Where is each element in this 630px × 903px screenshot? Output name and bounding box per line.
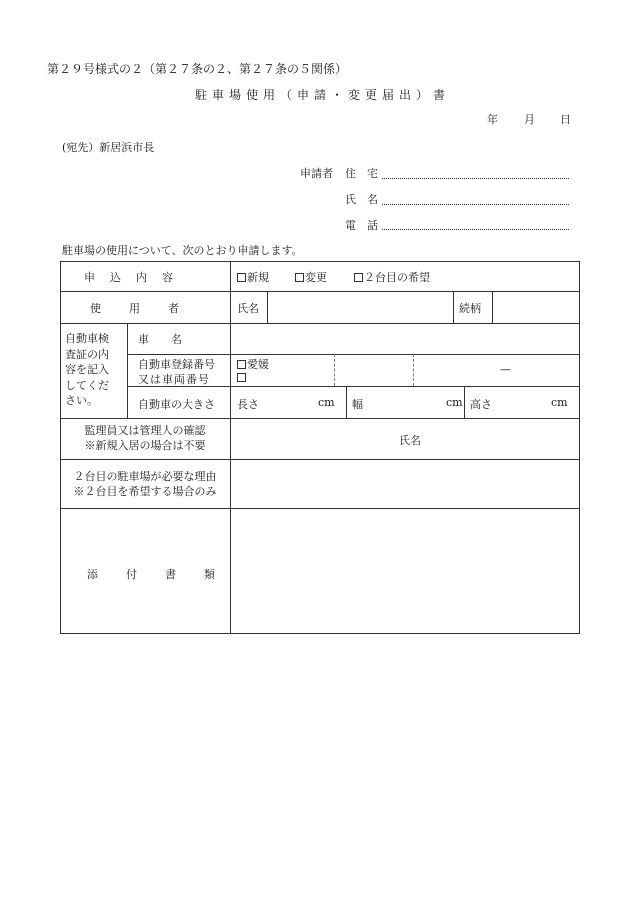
date-month-label: 月 — [524, 113, 535, 126]
option-change[interactable]: 変更 — [295, 269, 327, 285]
manager-name-field[interactable] — [231, 419, 579, 458]
vehicle-size-label: 自動車の大きさ — [138, 398, 215, 411]
length-label: 長さ — [237, 398, 259, 411]
table-rule — [346, 386, 347, 418]
user-name-label: 氏名 — [237, 302, 259, 315]
length-unit: cm — [318, 396, 335, 409]
name-field[interactable] — [382, 204, 569, 205]
relationship-label: 続柄 — [459, 302, 481, 315]
phone-field[interactable] — [382, 229, 569, 230]
option-new[interactable]: 新規 — [237, 269, 269, 285]
attachments-field[interactable] — [231, 509, 579, 633]
address-field[interactable] — [382, 178, 569, 179]
table-rule — [464, 386, 465, 418]
height-unit: cm — [551, 396, 568, 409]
vehicle-name-field[interactable] — [231, 324, 579, 353]
table-rule — [453, 291, 454, 323]
phone-label: 電 話 — [345, 219, 378, 232]
width-label: 幅 — [352, 398, 363, 411]
width-unit: cm — [446, 396, 463, 409]
application-label: 申 込 内 容 — [84, 271, 175, 284]
checkbox-icon — [295, 273, 304, 282]
date-year-label: 年 — [487, 113, 498, 126]
height-label: 高さ — [470, 398, 492, 411]
intro-text: 駐車場の使用について、次のとおり申請します。 — [62, 244, 303, 257]
checkbox-icon — [237, 273, 246, 282]
page-title: 駐車場使用（申請・変更届出）書 — [195, 88, 451, 102]
name-label: 氏 名 — [345, 193, 378, 206]
applicant-label: 申請者 — [300, 167, 333, 180]
registration-dash: — — [500, 363, 511, 376]
address-label: 住 宅 — [345, 167, 378, 180]
table-rule-dashed — [413, 354, 414, 386]
user-name-field[interactable] — [268, 292, 452, 322]
registration-option-other[interactable] — [237, 371, 247, 384]
registration-label-2: 又は車両番号 — [138, 373, 210, 386]
manager-label: 監理員又は管理人の確認 ※新規入居の場合は不要 — [84, 424, 206, 452]
vehicle-section-label: 自動車検 査証の内 容を記入 してくだ さい。 — [65, 332, 109, 407]
user-label: 使 用 者 — [90, 302, 181, 315]
checkbox-icon — [237, 373, 246, 382]
table-rule — [127, 323, 128, 418]
attachments-label: 添 付 書 類 — [87, 568, 217, 581]
registration-option-ehime[interactable]: 愛媛 — [237, 356, 269, 372]
relationship-field[interactable] — [493, 292, 579, 322]
addressee: (宛先）新居浜市長 — [62, 141, 155, 154]
option-second-car[interactable]: ２台目の希望 — [354, 269, 430, 285]
checkbox-icon — [237, 360, 246, 369]
second-car-reason-label: ２台目の駐車場が必要な理由 ※２台目を希望する場合のみ — [73, 470, 217, 498]
checkbox-icon — [354, 273, 363, 282]
registration-label-1: 自動車登録番号 — [138, 358, 215, 371]
table-rule — [127, 354, 580, 355]
form-number: 第２９号様式の２（第２７条の２、第２７条の５関係） — [47, 62, 348, 76]
second-car-reason-field[interactable] — [231, 460, 579, 507]
manager-name-label: 氏名 — [399, 434, 421, 447]
table-rule-dashed — [334, 354, 335, 386]
date-day-label: 日 — [560, 113, 571, 126]
vehicle-name-label: 車 名 — [138, 333, 182, 346]
